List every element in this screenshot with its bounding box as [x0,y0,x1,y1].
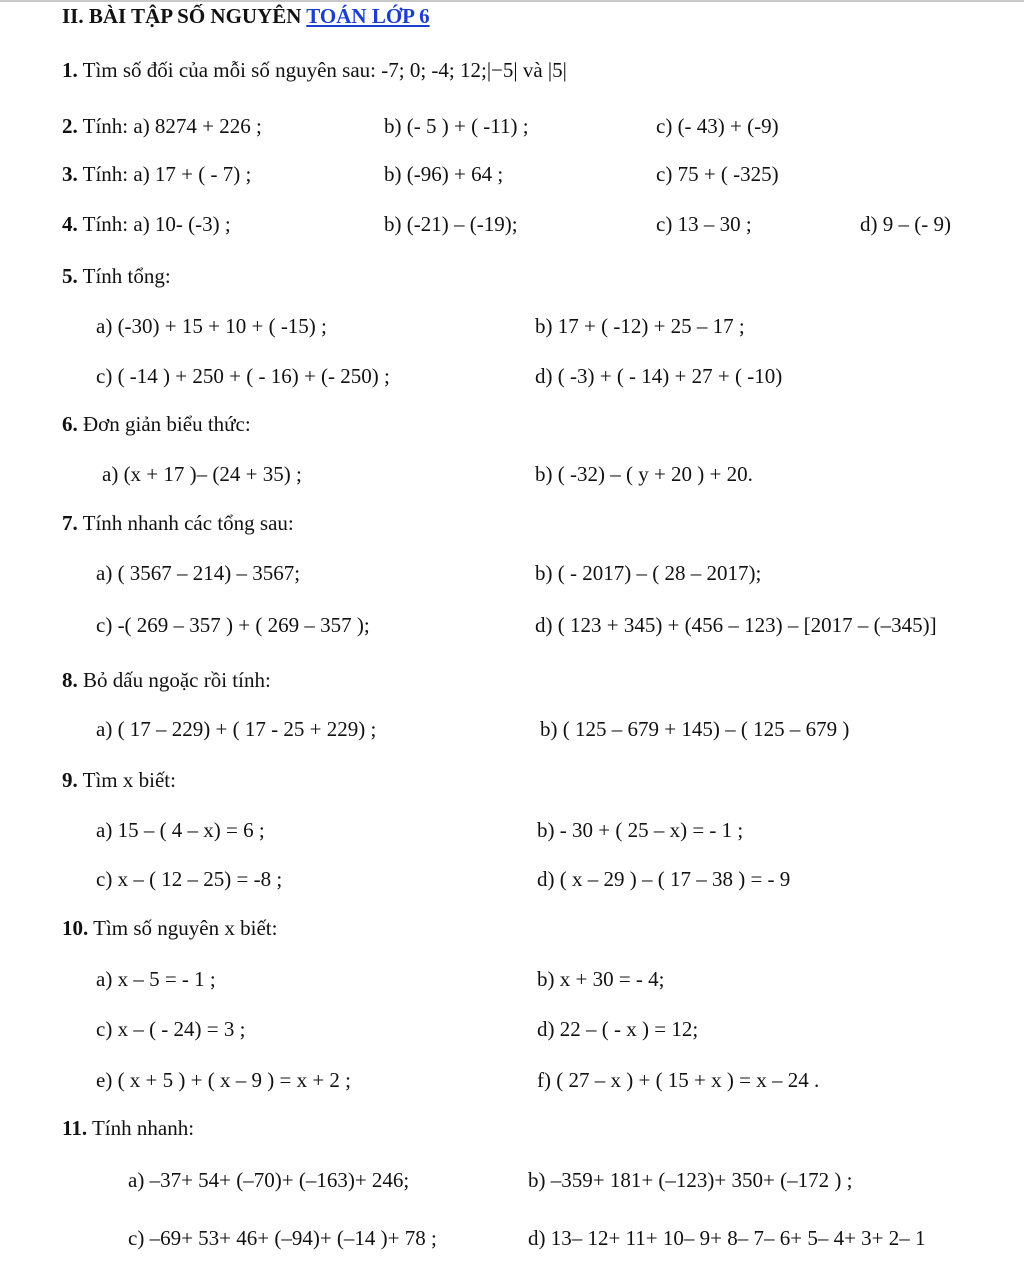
exercise-1 [62,60,567,81]
exercise-number: 10. [62,916,89,940]
exercise-6 [62,414,251,435]
exercise-4-d: d) 9 – (- 9) [860,212,951,236]
exercise-10-e: e) ( x + 5 ) + ( x – 9 ) = x + 2 ; [96,1068,351,1092]
exercise-5 [62,266,171,287]
page-title [62,6,430,27]
exercise-11-b: b) –359+ 181+ (–123)+ 350+ (–172 ) ; [528,1168,853,1192]
exercise-number: 8. [62,668,78,692]
exercise-8-b: b) ( 125 – 679 + 145) – ( 125 – 679 ) [540,717,850,741]
exercise-7-a: a) ( 3567 – 214) – 3567; [96,561,301,585]
exercise-9-a: a) 15 – ( 4 – x) = 6 ; [96,818,265,842]
exercise-11-d: d) 13– 12+ 11+ 10– 9+ 8– 7– 6+ 5– 4+ 3+ 2– 1 [528,1226,926,1250]
exercise-4-b: b) (-21) – (-19); [384,212,518,236]
exercise-4-a [62,214,231,235]
exercise-7 [62,513,294,534]
exercise-text: Tính: a) 10- (-3) ; [77,212,231,236]
exercise-10-a: a) x – 5 = - 1 ; [96,967,216,991]
exercise-5-b: b) 17 + ( -12) + 25 – 17 ; [535,314,745,338]
exercise-5-a: a) (-30) + 15 + 10 + ( -15) ; [96,314,327,338]
exercise-7-d: d) ( 123 + 345) + (456 – 123) – [2017 – (–345)] [535,613,937,637]
exercise-number: 1. [62,58,78,82]
exercise-8 [62,670,271,691]
exercise-number: 3. [62,162,78,186]
exercise-text: Tính tổng: [77,264,171,288]
exercise-text: Tìm số đối của mỗi số nguyên sau: -7; 0; -4; 12;|−5| và |5| [77,58,567,82]
exercise-9-d: d) ( x – 29 ) – ( 17 – 38 ) = - 9 [537,867,791,891]
exercise-6-a: a) (x + 17 )– (24 + 35) ; [102,462,302,486]
exercise-text: Tìm x biết: [77,768,176,792]
exercise-10-b: b) x + 30 = - 4; [537,967,665,991]
exercise-3-b: b) (-96) + 64 ; [384,162,504,186]
exercise-text: Bỏ dấu ngoặc rồi tính: [77,668,271,692]
exercise-9-c: c) x – ( 12 – 25) = -8 ; [96,867,283,891]
exercise-number: 11. [62,1116,88,1140]
exercise-text: Đơn giản biểu thức: [77,412,251,436]
exercise-11 [62,1118,194,1139]
exercise-2-c: c) (- 43) + (-9) [656,114,779,138]
exercise-10 [62,918,277,939]
exercise-7-b: b) ( - 2017) – ( 28 – 2017); [535,561,762,585]
exercise-number: 9. [62,768,78,792]
exercise-number: 4. [62,212,78,236]
exercise-3-a [62,164,251,185]
exercise-8-a: a) ( 17 – 229) + ( 17 - 25 + 229) ; [96,717,377,741]
exercise-number: 6. [62,412,78,436]
title-text: II. BÀI TẬP SỐ NGUYÊN [62,4,307,28]
exercise-5-d: d) ( -3) + ( - 14) + 27 + ( -10) [535,364,783,388]
exercise-text: Tính: a) 8274 + 226 ; [77,114,262,138]
exercise-text: Tính nhanh: [87,1116,195,1140]
exercise-5-c: c) ( -14 ) + 250 + ( - 16) + (- 250) ; [96,364,390,388]
exercise-11-a: a) –37+ 54+ (–70)+ (–163)+ 246; [128,1168,410,1192]
exercise-number: 2. [62,114,78,138]
exercise-text: Tính: a) 17 + ( - 7) ; [77,162,252,186]
exercise-10-c: c) x – ( - 24) = 3 ; [96,1017,246,1041]
exercise-6-b: b) ( -32) – ( y + 20 ) + 20. [535,462,753,486]
exercise-number: 7. [62,511,78,535]
exercise-9-b: b) - 30 + ( 25 – x) = - 1 ; [537,818,744,842]
exercise-10-f: f) ( 27 – x ) + ( 15 + x ) = x – 24 . [537,1068,820,1092]
exercise-text: Tìm số nguyên x biết: [88,916,278,940]
title-link[interactable]: TOÁN LỚP 6 [306,4,430,28]
exercise-3-c: c) 75 + ( -325) [656,162,779,186]
exercise-10-d: d) 22 – ( - x ) = 12; [537,1017,699,1041]
exercise-11-c: c) –69+ 53+ 46+ (–94)+ (–14 )+ 78 ; [128,1226,437,1250]
exercise-2-b: b) (- 5 ) + ( -11) ; [384,114,529,138]
exercise-text: Tính nhanh các tổng sau: [77,511,294,535]
exercise-7-c: c) -( 269 – 357 ) + ( 269 – 357 ); [96,613,370,637]
exercise-number: 5. [62,264,78,288]
exercise-2-a [62,116,262,137]
exercise-4-c: c) 13 – 30 ; [656,212,752,236]
exercise-9 [62,770,176,791]
